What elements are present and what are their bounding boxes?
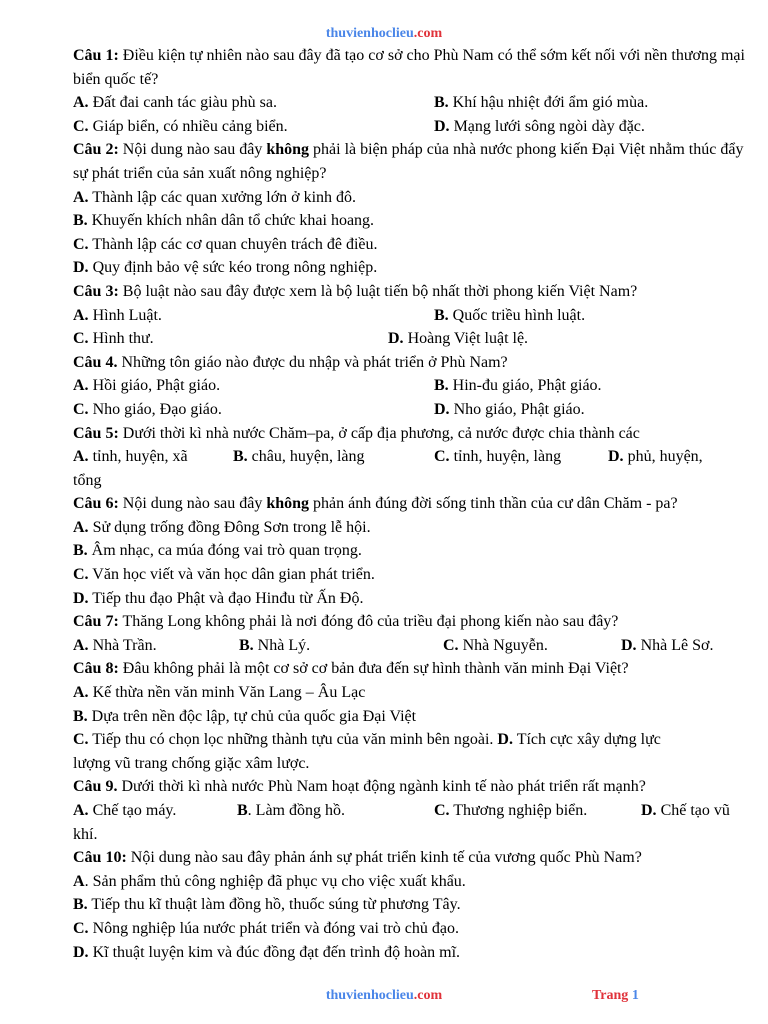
q3-options-row-1: A. Hình Luật. B. Quốc triều hình luật. — [73, 306, 586, 324]
q10-option-c: C. Nông nghiệp lúa nước phát triển và đóng vai trò chủ đạo. — [73, 919, 459, 937]
q2-option-a: A. Thành lập các quan xưởng lớn ở kinh đô. — [73, 188, 357, 206]
q9-option-d-continued: khí. — [73, 825, 98, 843]
q2-option-d: D. Quy định bảo vệ sức kéo trong nông nghiệp. — [73, 259, 378, 277]
question-4: Câu 4. Những tôn giáo nào được du nhập và phát triển ở Phù Nam? — [73, 353, 508, 371]
q6-option-d: D. Tiếp thu đạo Phật và đạo Hinđu từ Ấn Độ. — [73, 589, 364, 607]
q3-options-row-2: C. Hình thư. D. Hoàng Việt luật lệ. — [73, 330, 529, 348]
q1-options-row-2: C. Giáp biển, có nhiều cảng biển. D. Mạng lưới sông ngòi dày đặc. — [73, 117, 645, 135]
q2-option-b: B. Khuyến khích nhân dân tổ chức khai hoang. — [73, 212, 375, 230]
exam-content — [73, 44, 745, 964]
question-5: Câu 5: Dưới thời kì nhà nước Chăm–pa, ở cấp địa phương, cả nước được chia thành các — [73, 424, 640, 442]
q5-options-row: A. tỉnh, huyện, xã B. châu, huyện, làng C. tỉnh, huyện, làng D. phủ, huyện, — [73, 448, 703, 466]
q9-options-row: A. Chế tạo máy. B. Làm đồng hồ. C. Thương nghiệp biển. D. Chế tạo vũ — [73, 802, 730, 819]
q7-options-row: A. Nhà Trần. B. Nhà Lý. C. Nhà Nguyễn. D. Nhà Lê Sơ. — [73, 636, 714, 654]
question-7: Câu 7: Thăng Long không phải là nơi đóng đô của triều đại phong kiến nào sau đây? — [73, 613, 619, 631]
question-6: Câu 6: Nội dung nào sau đây không phản ánh đúng đời sống tinh thần của cư dân Chăm - pa? — [73, 495, 678, 513]
question-9: Câu 9. Dưới thời kì nhà nước Phù Nam hoạt động ngành kinh tế nào phát triển rất mạnh? — [73, 778, 646, 796]
q10-option-d: D. Kĩ thuật luyện kim và đúc đồng đạt đến trình độ hoàn mĩ. — [73, 943, 461, 961]
q8-option-b: B. Dựa trên nền độc lập, tự chủ của quốc gia Đại Việt — [73, 707, 417, 725]
q5-option-d-continued: tổng — [73, 471, 102, 489]
q8-option-a: A. Kế thừa nền văn minh Văn Lang – Âu Lạc — [73, 684, 366, 702]
q4-options-row-2: C. Nho giáo, Đạo giáo. D. Nho giáo, Phật giáo. — [73, 400, 585, 418]
q6-option-c: C. Văn học viết và văn học dân gian phát triển. — [73, 566, 375, 584]
question-2: Câu 2: Nội dung nào sau đây không phải là biện pháp của nhà nước phong kiến Đại Việt nhằm thúc đẩy sự phát triển của sản xuất nông nghiệp? — [73, 141, 744, 182]
q6-option-b: B. Âm nhạc, ca múa đóng vai trò quan trọng. — [73, 542, 362, 560]
question-3: Câu 3: Bộ luật nào sau đây được xem là bộ luật tiến bộ nhất thời phong kiến Việt Nam? — [73, 282, 638, 300]
q10-option-b: B. Tiếp thu kĩ thuật làm đồng hồ, thuốc súng từ phương Tây. — [73, 896, 461, 914]
footer-site-name: thuvienhoclieu.com — [325, 988, 443, 1003]
q8-option-c-d: C. Tiếp thu có chọn lọc những thành tựu của văn minh bên ngoài. D. Tích cực xây dựng lực — [73, 731, 661, 749]
q2-option-c: C. Thành lập các cơ quan chuyên trách đê điều. — [73, 235, 378, 253]
question-8: Câu 8: Đâu không phải là một cơ sở cơ bản đưa đến sự hình thành văn minh Đại Việt? — [73, 660, 629, 678]
q10-option-a: A. Sản phẩm thủ công nghiệp đã phục vụ cho việc xuất khẩu. — [73, 872, 466, 890]
page-number: Trang 1 — [592, 988, 639, 1003]
q8-option-d-continued: lượng vũ trang chống giặc xâm lược. — [73, 754, 310, 772]
q6-option-a: A. Sử dụng trống đồng Đông Sơn trong lễ hội. — [73, 518, 371, 536]
q1-options-row-1: A. Đất đai canh tác giàu phù sa. B. Khí hậu nhiệt đới ẩm gió mùa. — [73, 94, 649, 112]
question-1: Câu 1: Điều kiện tự nhiên nào sau đây đã tạo cơ sở cho Phù Nam có thể sớm kết nối với nền thương mại biển quốc tế? — [73, 47, 745, 88]
question-10: Câu 10: Nội dung nào sau đây phản ánh sự phát triển kinh tế của vương quốc Phù Nam? — [73, 849, 642, 867]
header-site-name: thuvienhoclieu.com — [325, 26, 443, 41]
q4-options-row-1: A. Hồi giáo, Phật giáo. B. Hin-đu giáo, Phật giáo. — [73, 377, 602, 395]
